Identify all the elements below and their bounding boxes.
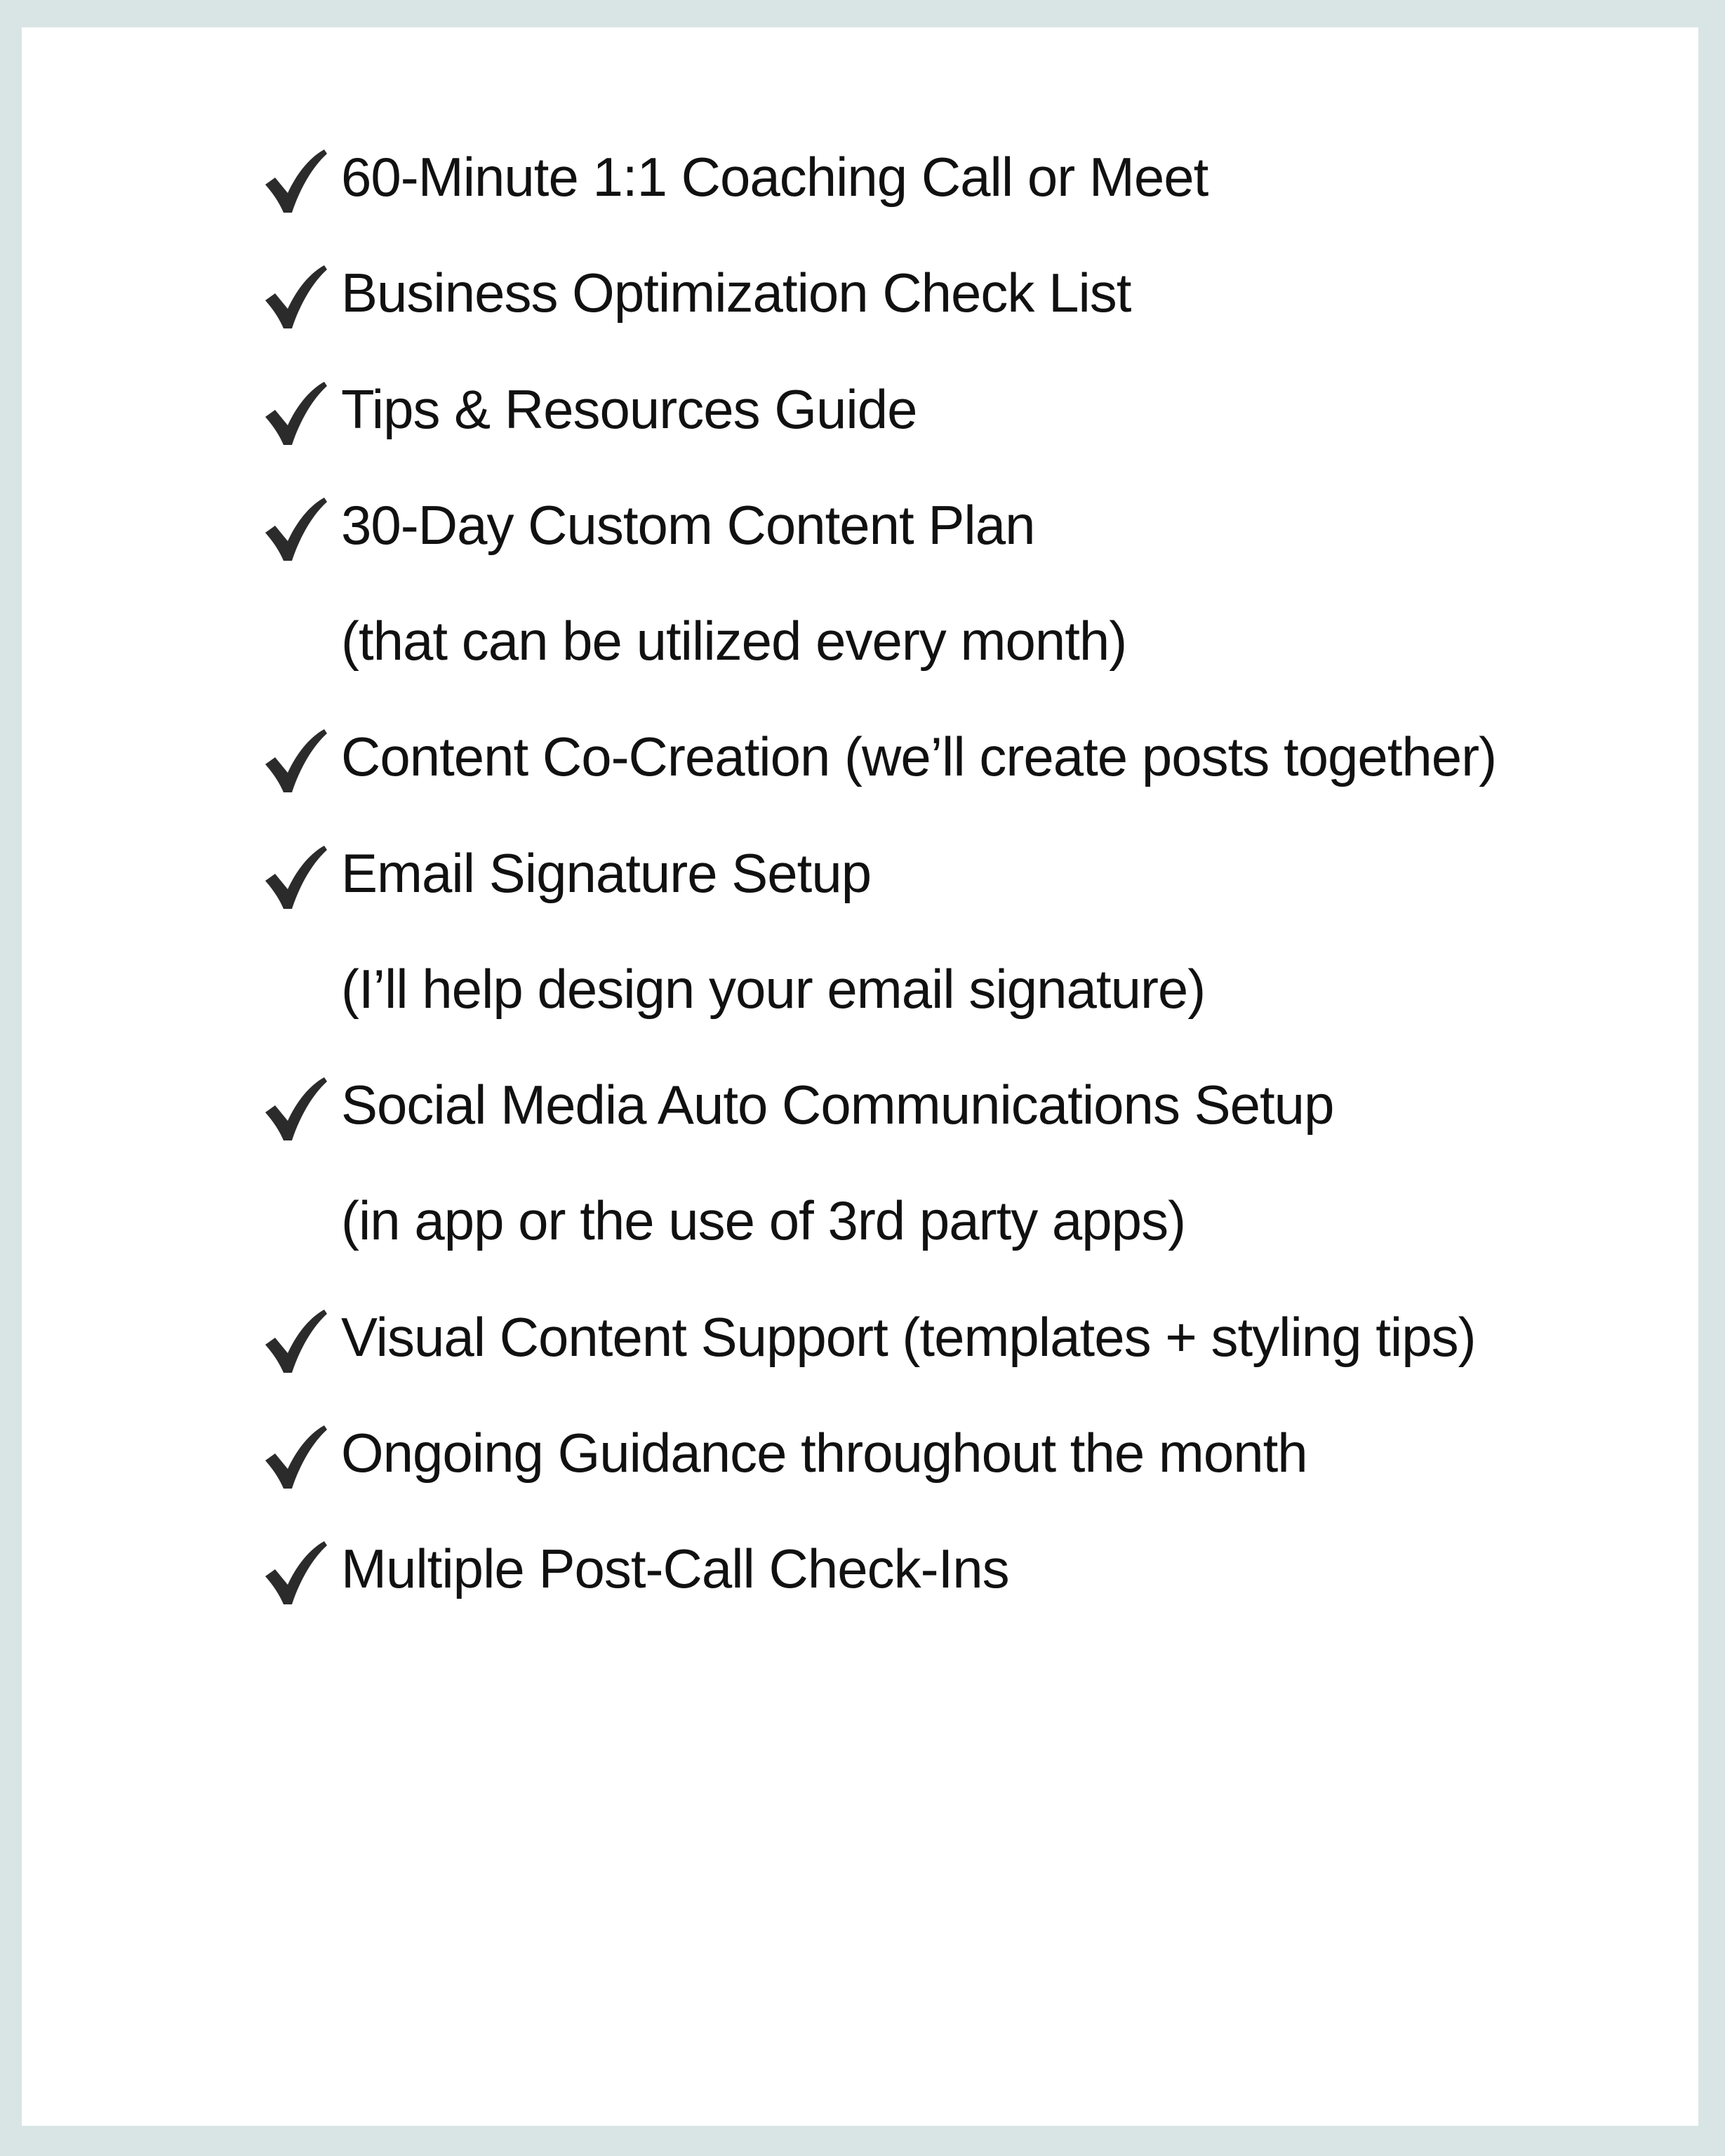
feature-checklist [22, 27, 1698, 2126]
list-item-text: Email Signature Setup [341, 842, 872, 904]
list-item-text: (that can be utilized every month) [341, 610, 1127, 672]
list-item-text: Ongoing Guidance throughout the month [341, 1422, 1307, 1484]
list-item-text: 30-Day Custom Content Plan [341, 494, 1035, 556]
check-mark-icon [260, 725, 330, 795]
check-mark-icon [260, 1073, 330, 1143]
list-item-text: 60-Minute 1:1 Coaching Call or Meet [341, 146, 1208, 208]
check-mark-icon [260, 841, 330, 912]
check-mark-icon [260, 145, 330, 215]
list-item-text: Tips & Resources Guide [341, 378, 917, 440]
list-item-text: Business Optimization Check List [341, 262, 1131, 324]
document-page [22, 27, 1698, 2126]
check-mark-icon [260, 378, 330, 448]
check-mark-icon [260, 493, 330, 564]
list-item-text: (in app or the use of 3rd party apps) [341, 1190, 1186, 1251]
list-item-text: Visual Content Support (templates + styling tips) [341, 1306, 1476, 1368]
check-mark-icon [260, 1537, 330, 1607]
list-item-text: (I’ll help design your email signature) [341, 958, 1206, 1020]
check-mark-icon [260, 1421, 330, 1491]
check-mark-icon [260, 1305, 330, 1376]
check-mark-icon [260, 261, 330, 331]
list-item-text: Content Co-Creation (we’ll create posts together) [341, 726, 1497, 787]
list-item-text: Multiple Post-Call Check-Ins [341, 1538, 1009, 1599]
list-item-text: Social Media Auto Communications Setup [341, 1074, 1334, 1136]
